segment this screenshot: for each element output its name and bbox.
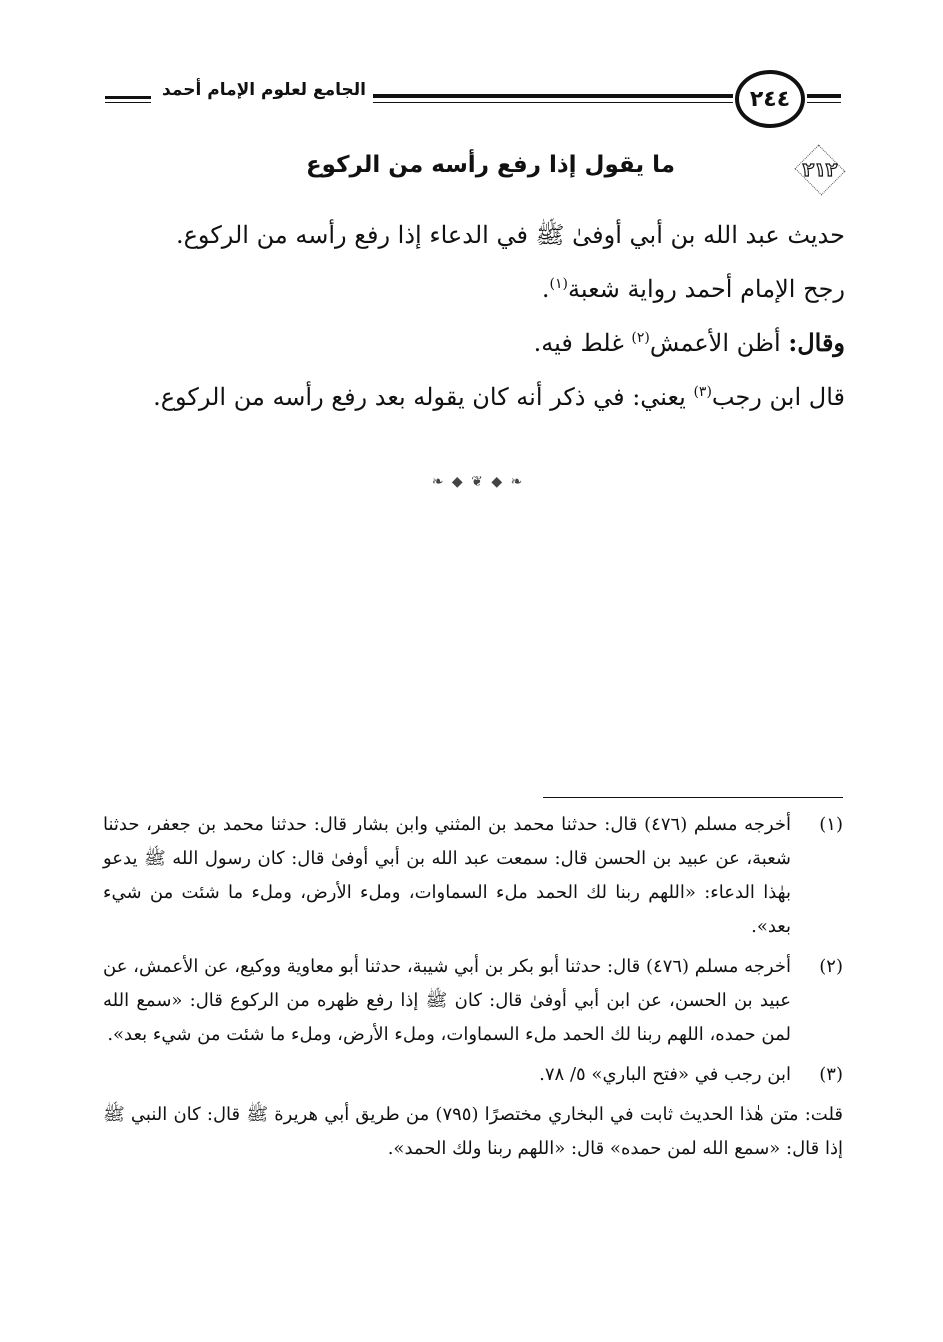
editor-note: قلت: متن هٰذا الحديث ثابت في البخاري مختصرًا (٧٩٥) من طريق أبي هريرة ﷺ قال: كان النبي ﷺ إذا قال: «سمع الله لمن حمده» قال: «اللهم ربنا ولك الحمد». bbox=[103, 1104, 844, 1159]
footnote-number: (٢) bbox=[819, 956, 843, 977]
footnote-number: (٣) bbox=[819, 1064, 843, 1085]
body-line-preference bbox=[120, 262, 845, 316]
body-line-ibn-rajab-end: يعني: في ذكر أنه كان يقوله بعد رفع رأسه من الركوع. bbox=[153, 383, 694, 411]
footnote-text: أخرجه مسلم (٤٧٦) قال: حدثنا أبو بكر بن أبي شيبة، حدثنا أبو معاوية ووكيع، عن الأعمش، عن عبيد بن الحسن، عن ابن أبي أوفىٰ قال: كان ﷺ إذا رفع ظهره من الركوع قال: «سمع الله لمن حمده، اللهم ربنا لك الحمد ملء السماوات، وملء الأرض، وملء ما شئت من شيء بعد». bbox=[103, 956, 791, 1045]
footnote-2 bbox=[103, 950, 843, 1052]
running-title: الجامع لعلوم الإمام أحمد bbox=[162, 80, 366, 100]
header-rule-right bbox=[807, 94, 841, 103]
footnote-number: (١) bbox=[819, 814, 843, 835]
footnotes bbox=[103, 808, 843, 1166]
header-rule-left bbox=[105, 96, 151, 103]
footnote-text: أخرجه مسلم (٤٧٦) قال: حدثنا محمد بن المثني وابن بشار قال: حدثنا محمد بن جعفر، حدثنا شعبة، عن عبيد بن الحسن قال: سمعت عبد الله بن أبي أوفىٰ قال: كان رسول الله ﷺ يدعو بهٰذا الدعاء: «اللهم ربنا لك الحمد ملء السماوات، وملء الأرض، وملء ما شئت من شيء بعد». bbox=[103, 814, 791, 937]
body-line-preference-text: رجح الإمام أحمد رواية شعبة bbox=[568, 275, 845, 303]
footnote-separator bbox=[543, 797, 843, 798]
section-title: ما يقول إذا رفع رأسه من الركوع bbox=[305, 152, 675, 178]
section-number: ٢١٢ bbox=[802, 159, 838, 181]
body-text bbox=[120, 208, 845, 424]
section-heading bbox=[95, 148, 845, 194]
body-line-statement bbox=[120, 316, 845, 370]
footnote-text: ابن رجب في «فتح الباري» ٥/ ٧٨. bbox=[539, 1064, 791, 1085]
body-line-ibn-rajab bbox=[120, 370, 845, 424]
said-lead: وقال: bbox=[788, 328, 845, 357]
page-header bbox=[95, 66, 840, 134]
footnote-ref-1[interactable]: (١) bbox=[549, 276, 569, 292]
footnote-ref-2[interactable]: (٢) bbox=[631, 330, 650, 346]
body-line-ibn-rajab-text: قال ابن رجب bbox=[711, 383, 845, 411]
footnote-3 bbox=[103, 1058, 843, 1092]
page-number-badge: ٢٤٤ bbox=[735, 70, 805, 128]
footnote-ref-3[interactable]: (٣) bbox=[693, 384, 712, 400]
header-rule-middle bbox=[373, 94, 733, 103]
footnote-1 bbox=[103, 808, 843, 944]
section-end-ornament: ❧ ◆ ❦ ◆ ❧ bbox=[431, 474, 525, 490]
body-line-statement-end: غلط فيه. bbox=[533, 329, 632, 357]
body-line-statement-text: أظن الأعمش bbox=[649, 329, 789, 357]
body-line-preference-end: . bbox=[541, 275, 550, 303]
section-number-badge bbox=[795, 150, 845, 190]
body-line-hadith: حديث عبد الله بن أبي أوفىٰ ﷺ في الدعاء إذا رفع رأسه من الركوع. bbox=[175, 221, 845, 249]
